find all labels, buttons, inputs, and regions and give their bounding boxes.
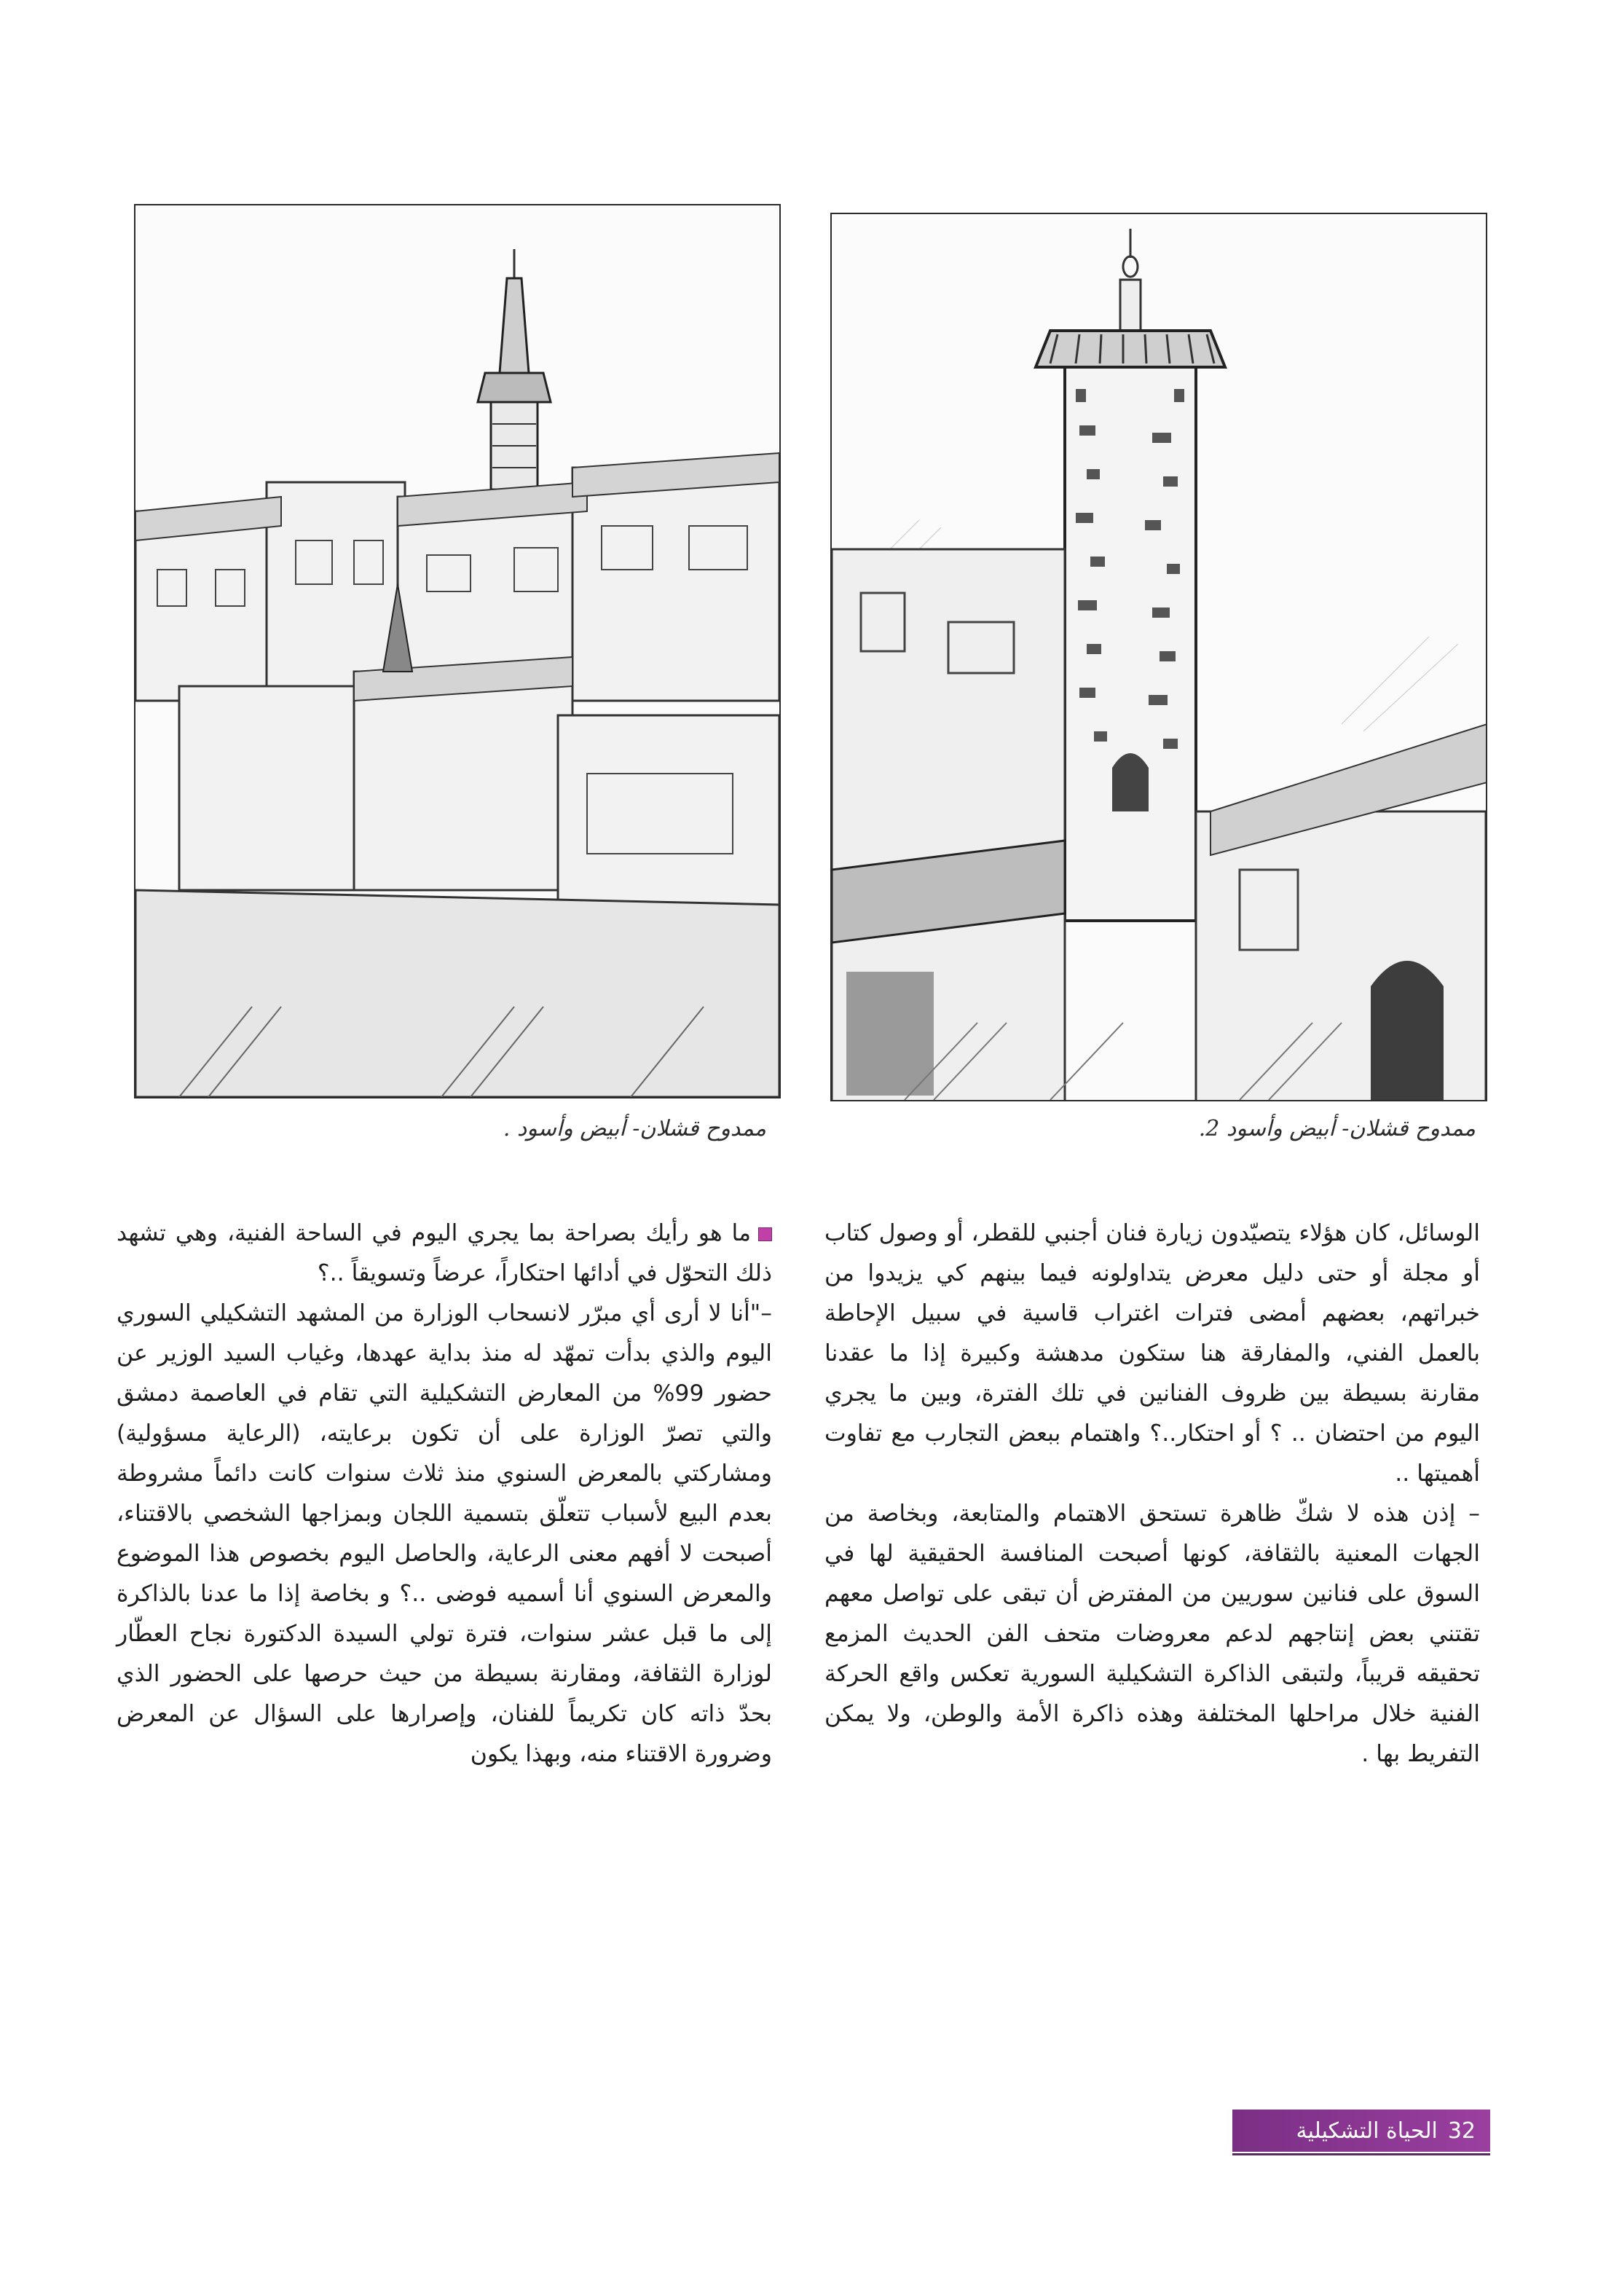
footer-rule bbox=[1232, 2153, 1490, 2155]
interview-question: ما هو رأيك بصراحة بما يجري اليوم في الساحة الفنية، وهي تشهد ذلك التحوّل في أدائها احتكاراً، عرضاً وتسويقاً ..؟ bbox=[117, 1220, 772, 1286]
paragraph: – إذن هذه لا شكّ ظاهرة تستحق الاهتمام والمتابعة، وبخاصة من الجهات المعنية بالثقافة، كونها أصبحت المنافسة الحقيقية لها في السوق على فنانين سوريين من المفترض أن تبقى على تواصل معهم تقتني بعض إنتاجهم لدعم معروضات متحف الفن الحديث المزمع تحقيقه قريباً، ولتبقى الذاكرة التشكيلية السورية تعكس واقع الحركة الفنية خلال مراحلها المختلفة وهذه ذاكرة الأمة والوطن، ولا يمكن التفريط بها . bbox=[824, 1501, 1480, 1767]
article-column-right bbox=[824, 1214, 1480, 2015]
figure-minaret bbox=[830, 213, 1487, 1101]
question-paragraph bbox=[117, 1214, 772, 1294]
article-column-left bbox=[117, 1214, 772, 2015]
paragraph: الوسائل، كان هؤلاء يتصيّدون زيارة فنان أجنبي للقطر، أو وصول كتاب أو مجلة أو حتى دليل معرض يتداولونه فيما بينهم كي يزيدوا من خبراتهم، بعضهم أمضى فترات اغتراب قاسية في سبيل الإحاطة بالعمل الفني، والمفارقة هنا ستكون مدهشة وكبيرة إذا ما عقدنا مقارنة بسيطة بين ظروف الفنانين في تلك الفترة، وبين ما يجري اليوم من احتضان .. ؟ أو احتكار..؟ واهتمام ببعض التجارب مع تفاوت أهميتها .. bbox=[824, 1220, 1480, 1487]
figure-caption-right: ممدوح قشلان- أبيض وأسود 2. bbox=[1198, 1116, 1476, 1141]
minaret-sketch bbox=[832, 214, 1486, 1100]
square-bullet-icon bbox=[758, 1227, 772, 1241]
cityscape-sketch bbox=[135, 205, 779, 1097]
magazine-title: الحياة التشكيلية bbox=[1296, 2118, 1438, 2144]
interview-answer: –"أنا لا أرى أي مبرّر لانسحاب الوزارة من المشهد التشكيلي السوري اليوم والذي بدأت تمهّد له منذ بداية عهدها، وغياب السيد الوزير عن حضور 99% من المعارض التشكيلية التي تقام في العاصمة دمشق والتي تصرّ الوزارة على أن تكون برعايته، (الرعاية مسؤولية) ومشاركتي بالمعرض السنوي منذ ثلاث سنوات كانت دائماً مشروطة بعدم البيع لأسباب تتعلّق بتسمية اللجان وبمزاجها الشخصي بالاقتناء، أصبحت لا أفهم معنى الرعاية، والحاصل اليوم بخصوص هذا الموضوع والمعرض السنوي أنا أسميه فوضى ..؟ و بخاصة إذا ما عدنا بالذاكرة إلى ما قبل عشر سنوات، فترة تولي السيدة الدكتورة نجاح العطّار لوزارة الثقافة، ومقارنة بسيطة من حيث حرصها على الحضور الذي بحدّ ذاته كان تكريماً للفنان، وإصرارها على السؤال عن المعرض وضرورة الاقتناء منه، وبهذا يكون bbox=[117, 1300, 772, 1767]
page-number: 32 bbox=[1447, 2118, 1476, 2144]
footer-bar bbox=[1232, 2110, 1490, 2152]
figure-cityscape bbox=[134, 204, 781, 1098]
figure-caption-left: ممدوح قشلان- أبيض وأسود . bbox=[503, 1116, 766, 1141]
